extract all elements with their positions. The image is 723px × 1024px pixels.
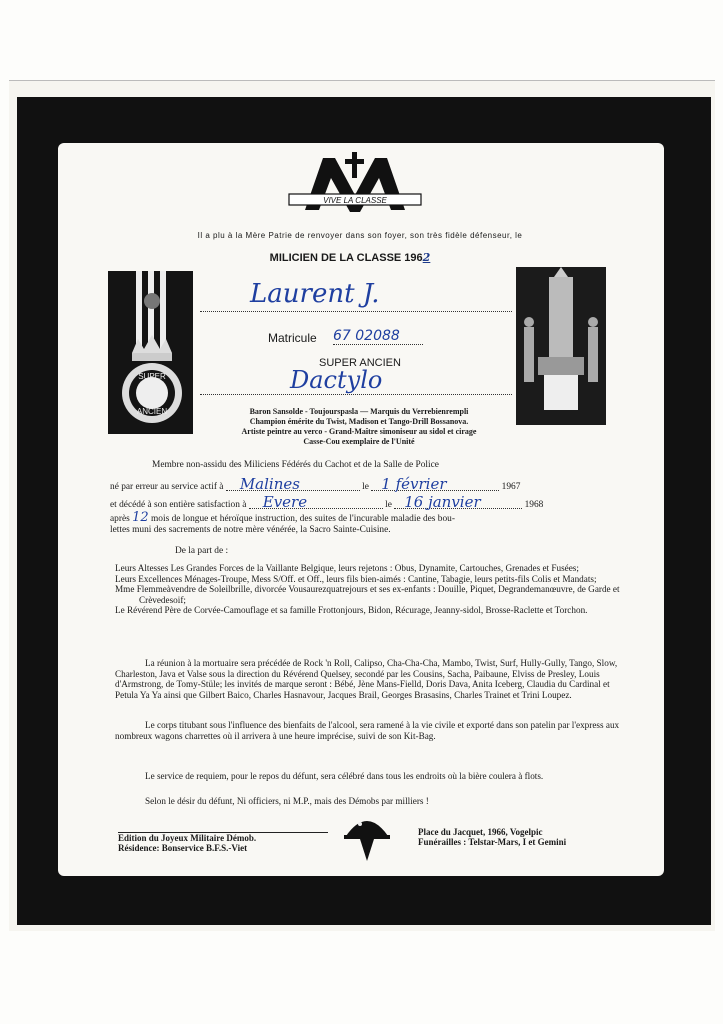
death-year: 1968 [524, 500, 544, 510]
family-list [115, 563, 625, 616]
requiem-paragraph: Le service de requiem, pour le repos du défunt, sera célébré dans tous les endroits où la bière coulera à flots. [145, 771, 544, 781]
death-le: le [385, 500, 392, 510]
wish-paragraph: Selon le désir du défunt, Ni officiers, ni M.P., mais des Démobs par milliers ! [145, 796, 429, 806]
footer-left-line-2: Résidence: Bonservice B.F.S.-Viet [118, 843, 248, 853]
family-item [115, 605, 625, 616]
family-item [115, 563, 625, 574]
announcement-line-3 [110, 493, 630, 511]
medal-illustration [108, 271, 193, 434]
class-year-handwritten: 2 [422, 251, 431, 264]
footer-right-line-1: Place du Jacquet, 1966, Vogelpic [418, 827, 543, 837]
footer-left-line-1: Edition du Joyeux Militaire Démob. [118, 833, 257, 843]
service-after: après [110, 514, 130, 524]
class-title [150, 251, 550, 264]
announcement-line-4 [110, 512, 630, 525]
family-item-text: Mme Flemmeàvendre de Soleilbrille, divorcée Vousaurezquatrejours et ses ex-enfants : Douille, Piquet, Degrandemanœuvre, de Garde et Crèvedesoif; [115, 584, 620, 605]
birth-text: né par erreur au service actif à [110, 482, 224, 492]
death-date-handwritten: 16 janvier [394, 497, 522, 509]
honorary-titles [200, 407, 518, 447]
death-place-handwritten: Evere [249, 497, 383, 509]
service-text: mois de longue et héroïque instruction, des suites de l'incurable maladie des bou- [151, 514, 455, 524]
emblem-banner-text: VIVE LA CLASSE [323, 196, 387, 205]
service-months-handwritten: 12 [132, 510, 149, 525]
rank-label: SUPER ANCIEN [319, 357, 401, 369]
title-line: Casse-Cou exemplaire de l'Unité [303, 437, 415, 446]
announcement-line-1: Membre non-assidu des Miliciens Fédérés du Cachot et de la Salle de Police [152, 460, 439, 470]
announcement-line-5: lettes muni des sacrements de notre mère vénérée, la Sacro Sainte-Cuisine. [110, 525, 391, 535]
title-line: Artiste peintre au verco - Grand-Maître simoniseur au sidol et cirage [241, 427, 477, 436]
helmet-icon [342, 806, 392, 862]
family-item-text: Leurs Altesses Les Grandes Forces de la Vaillante Belgique, leurs rejetons : Obus, Dynamite, Cartouches, Grenades et Fusées; [115, 563, 579, 573]
footer-right-line-2: Funérailles : Telstar-Mars, I et Gemini [418, 837, 567, 847]
family-item [115, 574, 625, 585]
name-handwritten: Laurent J. [250, 279, 380, 309]
intro-line: Il a plu à la Mère Patrie de renvoyer dans son foyer, son très fidèle défenseur, le [197, 231, 523, 240]
family-intro: De la part de : [175, 546, 229, 556]
matricule-value: 67 02088 [333, 328, 400, 344]
transport-paragraph: Le corps titubant sous l'influence des bienfaits de l'alcool, sera ramené à la vie civile et exporté dans son patelin par l'express aux nombreux wagons charrettes où il arrivera à une heure imprécise, suivi de son Kit-Bag. [115, 720, 620, 741]
title-line: Baron Sansolde - Toujourspasla — Marquis du Verrebienrempli [249, 407, 469, 416]
monument-illustration [516, 267, 606, 425]
birth-place-handwritten: Malines [226, 479, 360, 491]
announcement-line-2 [110, 475, 630, 493]
footer-place [418, 827, 623, 847]
family-item-text: Le Révérend Père de Corvée-Camouflage et sa famille Frottonjours, Bidon, Récurage, Jeanny-sidol, Brosse-Raclette et Torchon. [115, 605, 588, 616]
medal-text-top: SUPER [138, 372, 166, 381]
class-title-text: MILICIEN DE LA CLASSE 196 [269, 252, 423, 264]
ceremony-paragraph: La réunion à la mortuaire sera précédée de Rock 'n Roll, Calipso, Cha-Cha-Cha, Mambo, Twist, Surf, Hully-Gully, Tango, Slow, Charleston, Java et Valse sous la direction du Révérend Quelsey, secondé par les Cousins, Sacha, Paibaune, Elviss de Presley, Louis d'Armstrong, de Tomy-Stüle; les invités de marque seront : Bébé, Jène Mans-Fielld, Doris Dava, Anita Iceberg, Claudia du Cardinal et Petula Ya Ya ainsi que Gilbert Baico, Charles Hasnavour, Jacques Brail, Georges Brasasins, Charles Trainet et Trini Loupez. [115, 658, 618, 700]
matricule-label: Matricule [268, 331, 317, 345]
death-text: et décédé à son entière satisfaction à [110, 500, 247, 510]
matricule-line [333, 344, 423, 345]
birth-le: le [362, 482, 369, 492]
title-line: Champion émérite du Twist, Madison et Tango-Drill Bossanova. [249, 417, 469, 426]
family-item [115, 584, 625, 605]
medal-text-bottom: ANCIEN [136, 407, 168, 416]
birth-year: 1967 [501, 482, 521, 492]
class-emblem-logo [275, 150, 435, 222]
footer-publisher [118, 832, 328, 853]
birth-date-handwritten: 1 février [371, 479, 499, 491]
family-item-text: Leurs Excellences Ménages-Troupe, Mess S/Off. et Off., leurs fils bien-aimés : Cantine, Tabagie, leurs petits-fils Colis et Mandats; [115, 573, 597, 584]
role-handwritten: Dactylo [290, 366, 383, 394]
